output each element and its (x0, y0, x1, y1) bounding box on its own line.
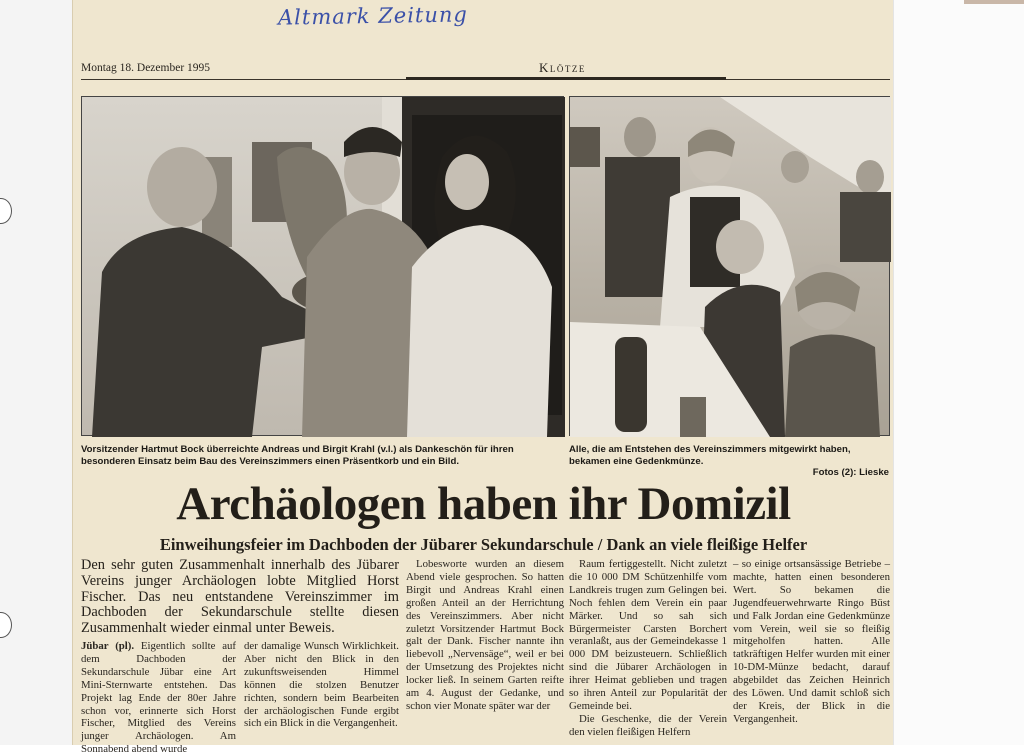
article-column-1 (81, 640, 237, 756)
article-column-2: der damalige Wunsch Wirklichkeit. Aber nicht den Blick in den zukunftsweisenden Himmel können die stolzen Benutzer richten, sondern beim Bearbeiten der archäologischen Funde ergibt sich ein Blick in die Vergangenheit. (244, 640, 399, 730)
article-column-4-text: Raum fertiggestellt. Nicht zuletzt die 10 000 DM Schützenhilfe vom Landkreis trugen zum Gelingen bei. Noch fehlen dem Verein ein paar Märker. Und so sah sich Bürgermeister Carsten Borchert veranlaßt, aus der Gemeindekasse 1 000 DM beizusteuern. Schließlich sind die Jübarer Archäologen in ihrer Heimat geblieben und tragen so ihren Anteil zur Popularität der Gemeinde bei. (569, 558, 727, 712)
article-column-3-text: Lobesworte wurden an diesem Abend viele gesprochen. So hatten Birgit und Andreas Krahl einen großen Anteil an der Herrichtung des Vereinszimmers. Aber nicht zuletzt Vorsitzender Hartmut Bock galt der Dank. Fischer nannte ihn liebevoll „Nervensäge“, weil er bei der Umsetzung des Projektes nicht locker ließ. In seinem Garten reifte am 4. August der Gedanke, und schon vier Monate später war der (406, 558, 564, 712)
section-rule (406, 77, 726, 80)
article-headline: Archäologen haben ihr Domizil (176, 478, 791, 530)
article-column-4-text-2: Die Geschenke, die der Verein den vielen fleißigen Helfern (569, 712, 727, 738)
masthead (81, 60, 890, 80)
dateline: Jübar (pl). (81, 640, 135, 652)
handwritten-source-note: Altmark Zeitung (277, 2, 469, 30)
photo-group-medals-image (570, 97, 891, 437)
section-title: Klötze (539, 60, 586, 75)
article-column-4 (569, 558, 727, 745)
photo-credit: Fotos (2): Lieske (812, 467, 889, 478)
scan-margin (893, 0, 1024, 745)
photo-gift-handover (81, 96, 564, 436)
photo-gift-handover-image (82, 97, 565, 437)
photo-caption-left: Vorsitzender Hartmut Bock überreichte Andreas und Birgit Krahl (v.l.) als Dankeschön für ihren besonderen Einsatz beim Bau des Vereinszimmers einen Präsentkorb und ein Bild. (81, 444, 514, 467)
photo-caption-right-text: Alle, die am Entstehen des Vereinszimmers mitgewirkt haben, bekamen eine Gedenkmünze. (569, 444, 851, 467)
article-subhead: Einweihungsfeier im Dachboden der Jübarer Sekundarschule / Dank an viele fleißige Helfer (159, 535, 808, 554)
newspaper-clipping (72, 0, 893, 756)
article-lead: Den sehr guten Zusammenhalt innerhalb des Jübarer Vereins junger Archäologen lobte Mitglied Horst Fischer. Das neu entstandene Vereinszimmer im Dachboden der Sekundarschule stellte diesen Zusammenhalt wieder einmal unter Beweis. (81, 557, 399, 637)
issue-date: Montag 18. Dezember 1995 (81, 62, 211, 74)
article-column-5: – so einige ortsansässige Betriebe – machte, hatten einen besonderen Wert. So bekamen die Jugendfeuerwehrwarte Ringo Büst und Falk Jordan eine Gedenkmünze vom Verein, weil sie so fleißig mitgeholfen hatten. Alle tatkräftigen Helfer wurden mit einer 10-DM-Münze bedacht, darauf abgebildet das Zeichen Heinrich des Löwen. Und damit schloß sich der Kreis, der Blick in die Vergangenheit. (733, 558, 890, 725)
photo-group-medals (569, 96, 890, 436)
article-column-1-text: Eigentlich sollte auf dem Dachboden der Sekundarschule Jübar eine Art Mini-Sternwarte entstehen. Das Projekt lag Ende der 80er Jahre schon vor, erinnerte sich Horst Fischer, Mitglied des Vereins junger Archäologen. Am Sonnabend abend wurde (81, 640, 237, 756)
article-column-3 (406, 558, 564, 745)
photo-caption-right (569, 444, 889, 479)
